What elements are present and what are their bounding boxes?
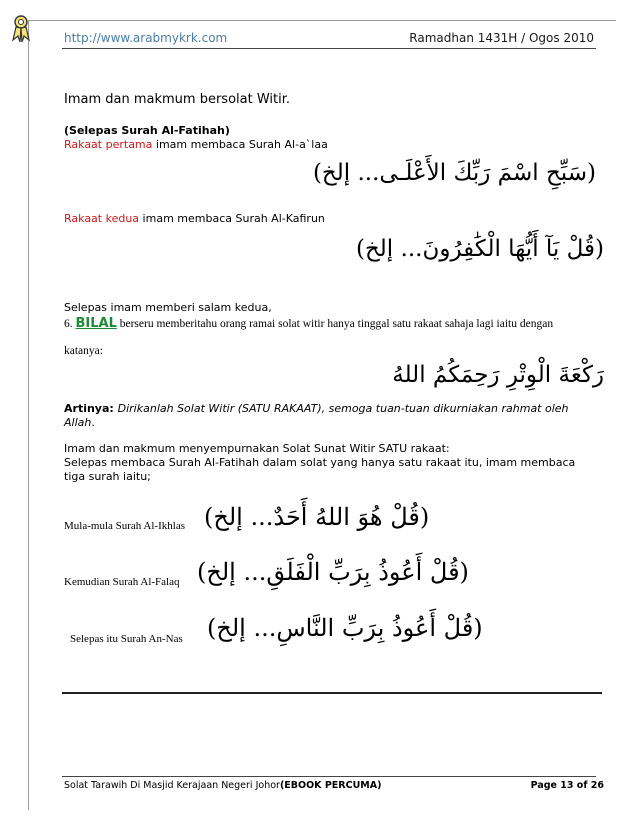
artinya-text: Dirikanlah Solat Witir (SATU RAKAAT), semoga tuan-tuan dikurniakan rahmat oleh: [117, 402, 569, 415]
page-corner-mark: [28, 798, 29, 810]
rakaat-kedua-text: imam membaca Surah Al-Kafirun: [139, 212, 325, 225]
section-divider: [62, 692, 602, 694]
ribbon-logo-icon: [8, 14, 34, 44]
header-divider: [62, 48, 596, 49]
artinya-text-2: Allah: [64, 416, 92, 429]
rakaat-pertama-label: Rakaat pertama: [64, 138, 153, 151]
artinya-label: Artinya:: [64, 402, 118, 415]
rakaat-pertama-line: [64, 138, 328, 151]
katanya-line: katanya:: [64, 345, 103, 357]
arabic-nas: (قُلْ أَعُوذُ بِرَبِّ النَّاسِ... إلخ): [207, 614, 483, 642]
page-corner-mark: [590, 20, 616, 21]
page-number: Page 13 of 26: [530, 780, 604, 791]
arabic-sabbih: (سَبِّحِ اسْمَ رَبِّكَ الأَعْلَـى... إلخ): [312, 160, 596, 186]
salam-line: Selepas imam memberi salam kedua,: [64, 301, 272, 314]
bilal-label: BILAL: [75, 316, 117, 331]
bilal-line: [64, 316, 553, 331]
surah-label-ikhlas: Mula-mula Surah Al-Ikhlas: [64, 520, 185, 532]
arabic-ikhlas: (قُلْ هُوَ اللهُ أَحَدٌ... إلخ): [204, 503, 430, 531]
paragraph-line: Imam dan makmum menyempurnakan Solat Sunat Witir SATU rakaat:: [64, 442, 450, 455]
arabic-witir-call: رَكْعَةَ الْوِتْرِ رَحِمَكُمُ اللهُ: [392, 362, 604, 388]
footer-title: [64, 780, 381, 791]
footer-title-bold: (EBOOK PERCUMA): [279, 780, 382, 791]
bilal-text: berseru memberitahu orang ramai solat witir hanya tinggal satu rakaat sahaja lagi iaitu dengan: [116, 318, 554, 330]
page-title: Imam dan makmum bersolat Witir.: [64, 92, 291, 107]
paragraph-line: Selepas membaca Surah Al-Fatihah dalam solat yang hanya satu rakaat itu, imam membaca: [64, 456, 576, 469]
surah-label-falaq: Kemudian Surah Al-Falaq: [64, 576, 180, 588]
rakaat-pertama-text: imam membaca Surah Al-a`laa: [152, 138, 328, 151]
paragraph-line: tiga surah iaitu;: [64, 470, 151, 483]
list-number: 6.: [64, 318, 76, 330]
arabic-falaq: (قُلْ أَعُوذُ بِرَبِّ الْفَلَقِ... إلخ): [197, 558, 469, 586]
rakaat-kedua-label: Rakaat kedua: [64, 212, 140, 225]
header-date: Ramadhan 1431H / Ogos 2010: [409, 31, 594, 45]
rakaat-kedua-line: [64, 212, 325, 225]
footer-title-text: Solat Tarawih Di Masjid Kerajaan Negeri Johor: [64, 780, 280, 791]
section-heading: (Selepas Surah Al-Fatihah): [64, 124, 230, 137]
surah-label-nas: Selepas itu Surah An-Nas: [70, 633, 183, 645]
artinya-end: .: [91, 416, 95, 429]
footer-divider: [62, 776, 596, 777]
artinya-line: [64, 402, 569, 415]
arabic-kafirun: (قُلْ يَآ أَيُّهَا الْكَٰفِرُونَ... إلخ): [355, 236, 604, 262]
header-url-link[interactable]: http://www.arabmykrk.com: [64, 31, 228, 45]
artinya-line-2: [64, 416, 95, 429]
